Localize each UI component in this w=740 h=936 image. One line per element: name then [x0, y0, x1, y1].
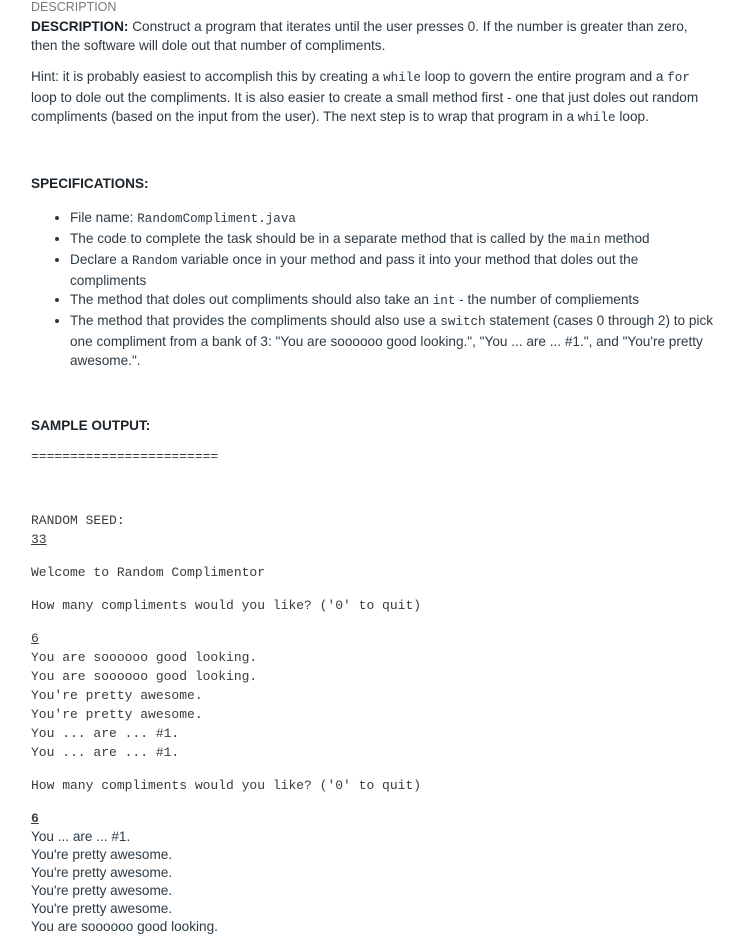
description-paragraph	[31, 17, 714, 55]
output-line: You ... are ... #1.	[31, 726, 180, 741]
spec-code: main	[570, 233, 601, 247]
spec-code: switch	[440, 315, 486, 329]
spec-item	[70, 229, 714, 250]
prompt-line: How many compliments would you like? ('0' to quit)	[31, 598, 422, 613]
output-line: You are soooooo good looking.	[31, 919, 218, 934]
spec-item	[70, 208, 714, 229]
hint-code-for: for	[667, 71, 690, 85]
spec-text: The method that provides the compliments should also use a	[70, 313, 441, 328]
output-line: You are soooooo good looking.	[31, 650, 258, 665]
spec-code: int	[432, 294, 456, 308]
output-line: You're pretty awesome.	[31, 901, 173, 916]
specifications-list	[31, 208, 714, 370]
prompt-line: How many compliments would you like? ('0' to quit)	[31, 778, 422, 793]
spec-text: The method that doles out compliments should also take an	[70, 292, 433, 307]
user-input: 6	[31, 811, 39, 826]
hint-code-while: while	[383, 71, 421, 85]
output-line: You ... are ... #1.	[31, 745, 180, 760]
hint-text-3: loop to dole out the compliments. It is also easier to create a small method first - one that just doles out random compliments (based on the input from the user). The next step is to wrap that program in a	[31, 90, 699, 124]
spec-code: Random	[131, 254, 178, 268]
sample-output-block	[31, 447, 714, 936]
hint-text-1: Hint: it is probably easiest to accomplish this by creating a	[31, 69, 384, 84]
seed-value: 33	[31, 532, 47, 547]
spec-item	[70, 250, 714, 290]
hint-paragraph	[31, 67, 714, 128]
section-heading-cropped: DESCRIPTION	[31, 0, 117, 14]
hint-text-2: loop to govern the entire program and a	[420, 69, 668, 84]
spec-text: File name:	[70, 210, 138, 225]
spec-text: Declare a	[70, 252, 132, 267]
welcome-line: Welcome to Random Complimentor	[31, 565, 266, 580]
spec-text: statement (cases 0 through 2) to pick one compliment from a bank of 3: "You are soooooo good looking.", "You ... are ... #1.", and "You're pretty awesome.".	[70, 313, 714, 368]
spec-text: variable once in your method and pass it into your method that doles out the compliments	[70, 252, 639, 288]
output-line: You ... are ... #1.	[31, 829, 131, 844]
user-input: 6	[31, 631, 39, 646]
output-line: You're pretty awesome.	[31, 707, 203, 722]
output-line: You're pretty awesome.	[31, 883, 173, 898]
output-line: You're pretty awesome.	[31, 847, 173, 862]
output-line: You're pretty awesome.	[31, 688, 203, 703]
spec-code: RandomCompliment.java	[137, 212, 296, 226]
spec-item	[70, 290, 714, 311]
output-line: You're pretty awesome.	[31, 865, 173, 880]
separator-line: ========================	[31, 449, 219, 464]
hint-code-while-2: while	[577, 111, 616, 125]
sample-output-title: SAMPLE OUTPUT:	[31, 418, 151, 433]
description-text: Construct a program that iterates until the user presses 0. If the number is greater than zero, then the software will dole out that number of compliments.	[31, 19, 688, 53]
spec-text: method	[600, 231, 650, 246]
description-label: DESCRIPTION:	[31, 19, 129, 34]
seed-label: RANDOM SEED:	[31, 513, 125, 528]
specifications-title: SPECIFICATIONS:	[31, 176, 149, 191]
hint-text-4: loop.	[615, 109, 649, 124]
spec-item	[70, 311, 714, 370]
output-line: You are soooooo good looking.	[31, 669, 258, 684]
spec-text: - the number of compliements	[455, 292, 640, 307]
spec-text: The code to complete the task should be in a separate method that is called by the	[70, 231, 571, 246]
